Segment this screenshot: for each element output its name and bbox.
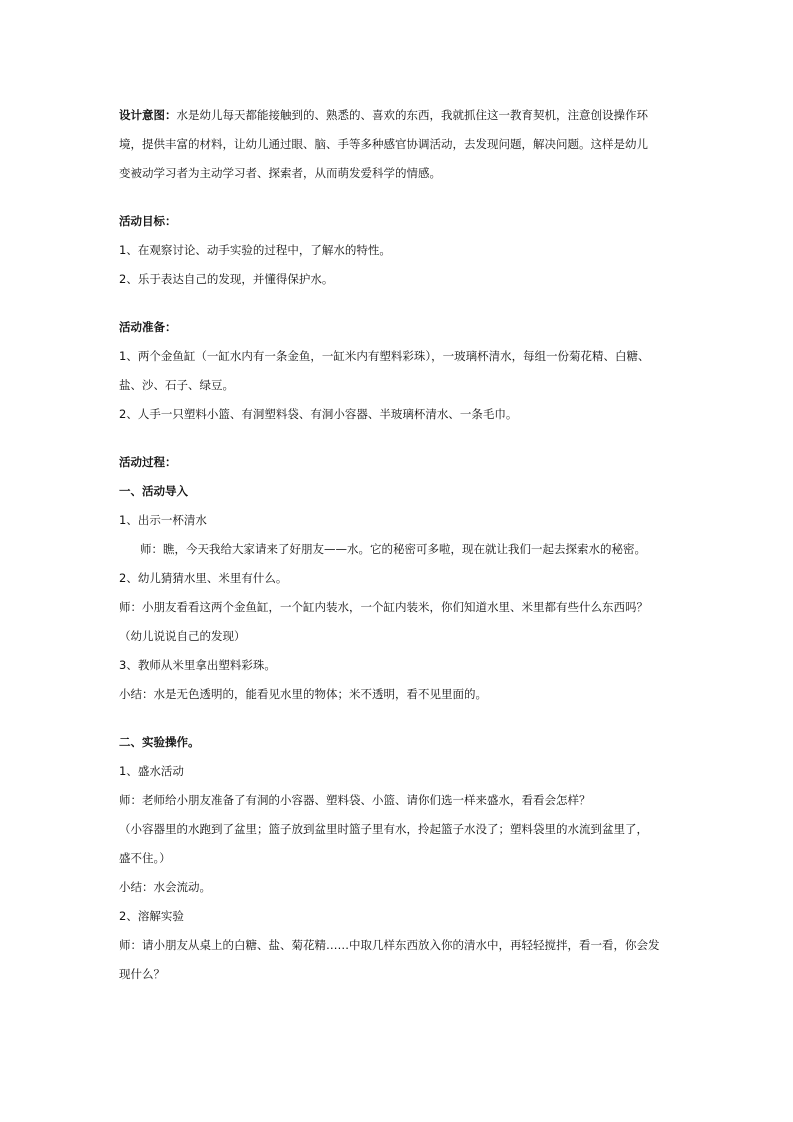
part2-teacher-1: 师：老师给小朋友准备了有洞的小容器、塑料袋、小篮、请你们选一样来盛水，看看会怎样？ — [119, 793, 591, 807]
prep-heading: 活动准备： — [119, 320, 177, 334]
part2-step-1: 1、盛水活动 — [119, 764, 184, 778]
intro-line-2: 境，提供丰富的材料，让幼儿通过眼、脑、手等多种感官协调活动，去发现问题，解决问题。这样是幼儿 — [119, 137, 648, 151]
part2-step-2: 2、溶解实验 — [119, 909, 184, 923]
part1-heading: 一、活动导入 — [119, 484, 188, 498]
goals-item-2: 2、乐于表达自己的发现，并懂得保护水。 — [119, 272, 334, 286]
part1-step-3: 3、教师从米里拿出塑料彩珠。 — [119, 658, 276, 672]
part2-note-1-line-2: 盛不住。） — [119, 851, 171, 865]
section-spacer — [119, 429, 679, 448]
intro-label: 设计意图： — [119, 108, 177, 122]
prep-item-1-line-1: 1、两个金鱼缸（一缸水内有一条金鱼，一缸米内有塑料彩珠），一玻璃杯清水，每组一份菊花精、白糖、 — [119, 349, 650, 363]
part1-summary: 小结：水是无色透明的，能看见水里的物体；米不透明，看不见里面的。 — [119, 687, 487, 701]
section-spacer — [119, 294, 679, 313]
goals-item-1: 1、在观察讨论、动手实验的过程中，了解水的特性。 — [119, 243, 391, 257]
part2-teacher-2-line-2: 现什么？ — [119, 967, 165, 981]
part2-note-1-line-1: （小容器里的水跑到了盆里；篮子放到盆里时篮子里有水，拎起篮子水没了；塑料袋里的水流到盆里了， — [119, 822, 648, 836]
part1-teacher-2: 师：小朋友看看这两个金鱼缸，一个缸内装水，一个缸内装米，你们知道水里、米里都有些什么东西吗？ — [119, 600, 648, 614]
part1-step-2: 2、幼儿猜猜水里、米里有什么。 — [119, 571, 288, 585]
intro-line-1 — [119, 101, 679, 130]
process-heading: 活动过程： — [119, 455, 177, 469]
prep-item-2: 2、人手一只塑料小篮、有洞塑料袋、有洞小容器、半玻璃杯清水、一条毛巾。 — [119, 407, 518, 421]
section-spacer — [119, 188, 679, 207]
goals-heading: 活动目标： — [119, 214, 177, 228]
part2-teacher-2-line-1: 师：请小朋友从桌上的白糖、盐、菊花精……中取几样东西放入你的清水中，再轻轻搅拌，看一看，你会发 — [119, 938, 660, 952]
part2-heading: 二、实验操作。 — [119, 735, 200, 749]
section-spacer — [119, 709, 679, 728]
prep-item-1-line-2: 盐、沙、石子、绿豆。 — [119, 378, 234, 392]
document-body — [119, 101, 679, 989]
part1-step-1: 1、出示一杯清水 — [119, 513, 207, 527]
part1-note-1: （幼儿说说自己的发现） — [119, 629, 246, 643]
part1-teacher-1: 师：瞧，今天我给大家请来了好朋友——水。它的秘密可多啦，现在就让我们一起去探索水的秘密。 — [140, 542, 646, 556]
intro-line-3: 变被动学习者为主动学习者、探索者，从而萌发爱科学的情感。 — [119, 166, 441, 180]
intro-text-1: 水是幼儿每天都能接触到的、熟悉的、喜欢的东西，我就抓住这一教育契机，注意创设操作环 — [176, 108, 648, 122]
part2-summary: 小结：水会流动。 — [119, 880, 211, 894]
